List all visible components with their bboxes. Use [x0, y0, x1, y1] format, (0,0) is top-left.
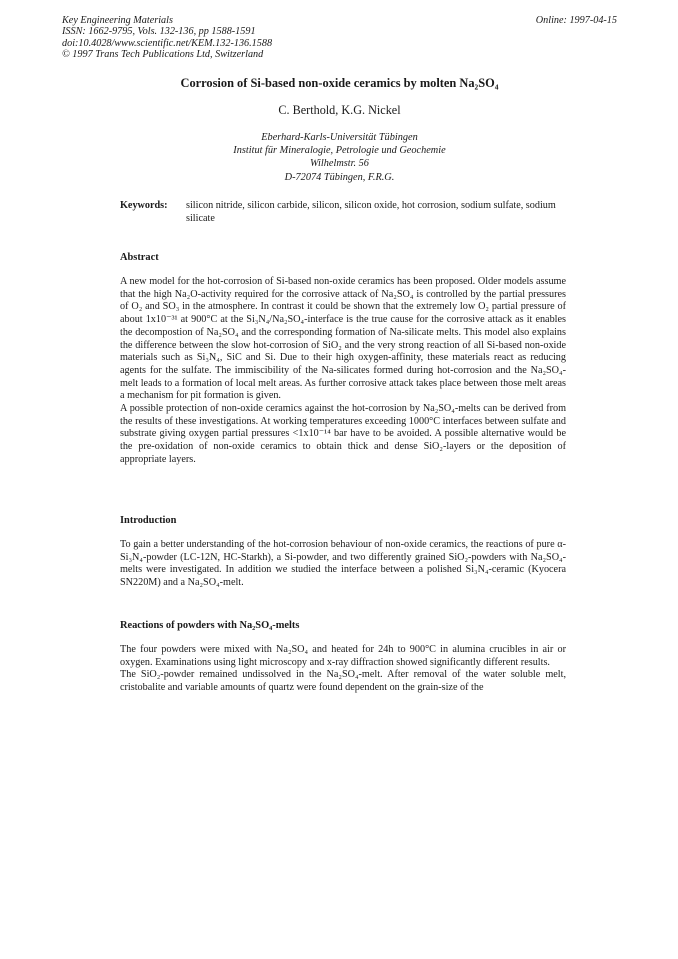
keywords-label: Keywords: — [120, 200, 168, 211]
reactions-body — [120, 644, 566, 695]
section-heading-introduction: Introduction — [120, 515, 177, 526]
section-heading-abstract: Abstract — [120, 252, 159, 263]
online-date: Online: 1997-04-15 — [535, 15, 617, 26]
issn-line: ISSN: 1662-9795, Vols. 132-136, pp 1588-1591 — [62, 26, 256, 38]
abstract-paragraph: A new model for the hot-corrosion of Si-based non-oxide ceramics has been proposed. Older models assume that the high Na₂O-activity required for the corrosive attack of Na₂SO₄ is controlled by the partial pressures of O₂ and SO₃ in the atmosphere. In contrast it could be shown that the extremely low O₂ partial pressure of about 1x10⁻³¹ at 900°C at the Si₃N₄/Na₂SO₄-interface is the true cause for the corrosive attack as it enables the decompostion of Na₂SO₄ and the corresponding formation of Na-silicate melts. This model also explains the difference between the slow hot-corrosion of SiO₂ and the very strong reaction of all Si-based non-oxide materials such as Si₃N₄, SiC and Si. Due to their high oxygen-affinity, these materials react as reducing agents for the sulfate. The immiscibility of the Na-silicates formed during hot-corrosion and the Na₂SO₄-melt leads to a formation of local melt areas. As further corrosive attack takes place between those melt areas a mechanism for pit formation is given. — [120, 276, 566, 402]
keywords-block — [120, 199, 560, 225]
copyright-line: © 1997 Trans Tech Publications Ltd, Switzerland — [62, 49, 264, 61]
citation-header — [62, 15, 617, 61]
abstract-paragraph: A possible protection of non-oxide ceramics against the hot-corrosion by Na₂SO₄-melts can be derived from the results of these investigations. At working temperatures exceeding 1000°C interfaces between sulfate and substrate giving oxygen partial pressures <1x10⁻¹⁴ bar have to be avoided. A possible alternative would be the pre-oxidation of non-oxide ceramics to obtain thick and dense SiO₂-layers or the deposition of appropriate layers. — [120, 403, 566, 465]
abstract-body — [120, 276, 566, 467]
paper-authors: C. Berthold, K.G. Nickel — [278, 103, 401, 117]
affiliation-line: Wilhelmstr. 56 — [310, 158, 369, 170]
affiliation-line: Eberhard-Karls-Universität Tübingen — [261, 132, 418, 143]
paper-title: Corrosion of Si-based non-oxide ceramics by molten Na₂SO₄ — [180, 76, 499, 90]
affiliation-line: D-72074 Tübingen, F.R.G. — [284, 171, 395, 183]
section-heading-reactions: Reactions of powders with Na₂SO₄-melts — [120, 620, 300, 631]
doi-line: doi:10.4028/www.scientific.net/KEM.132-136.1588 — [62, 37, 273, 49]
reactions-paragraph: The SiO₂-powder remained undissolved in the Na₂SO₄-melt. After removal of the water soluble melt, cristobalite and variable amounts of quartz were found dependent on the grain-size of the — [120, 669, 566, 694]
journal-name: Key Engineering Materials — [62, 15, 173, 26]
affiliation-line: Institut für Mineralogie, Petrologie und Geochemie — [233, 145, 446, 157]
introduction-paragraph: To gain a better understanding of the hot-corrosion behaviour of non-oxide ceramics, the reactions of pure α-Si₃N₄-powder (LC-12N, HC-Starkh), a Si-powder, and two differently grained SiO₂-powders with Na₂SO₄-melts were investigated. In addition we studied the interface between a polished Si₃N₄-ceramic (Kyocera SN220M) and a Na₂SO₄-melt. — [120, 539, 566, 589]
keywords-text: silicon nitride, silicon carbide, silicon, silicon oxide, hot corrosion, sodium sulfate, sodium silicate — [186, 200, 556, 225]
reactions-paragraph: The four powders were mixed with Na₂SO₄ and heated for 24h to 900°C in alumina crucibles in air or oxygen. Examinations using light microscopy and x-ray diffraction showed significantly different results. — [120, 644, 566, 668]
introduction-body — [120, 539, 566, 590]
affiliation — [62, 131, 617, 184]
